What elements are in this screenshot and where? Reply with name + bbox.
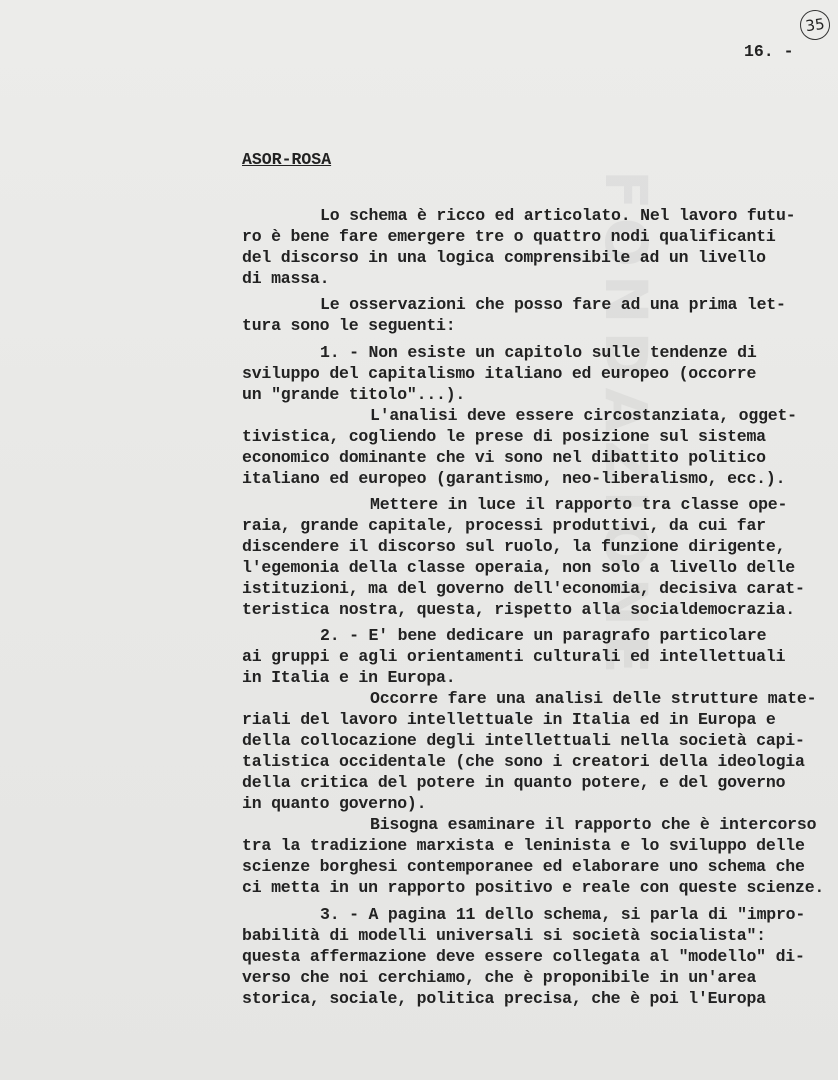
text-line: scienze borghesi contemporanee ed elaborare uno schema che	[242, 857, 805, 876]
document-heading: ASOR-ROSA	[242, 150, 332, 169]
text-line: babilità di modelli universali si società socialista":	[242, 926, 766, 945]
text-line: ai gruppi e agli orientamenti culturali ed intellettuali	[242, 647, 786, 666]
text-line: ci metta in un rapporto positivo e reale con queste scienze.	[242, 878, 825, 897]
text-line: storica, sociale, politica precisa, che è poi l'Europa	[242, 989, 766, 1008]
text-line: un "grande titolo"...).	[242, 385, 466, 404]
text-line: tra la tradizione marxista e leninista e lo sviluppo delle	[242, 836, 805, 855]
text-line: Mettere in luce il rapporto tra classe ope-	[370, 495, 788, 514]
text-line: questa affermazione deve essere collegata al "modello" di-	[242, 947, 805, 966]
text-line: della critica del potere in quanto potere, e del governo	[242, 773, 786, 792]
text-line: italiano ed europeo (garantismo, neo-liberalismo, ecc.).	[242, 469, 786, 488]
text-line: Occorre fare una analisi delle strutture mate-	[370, 689, 817, 708]
page-number: 16. -	[744, 42, 794, 61]
text-line: in Italia e in Europa.	[242, 668, 456, 687]
text-line: del discorso in una logica comprensibile ad un livello	[242, 248, 766, 267]
text-line: raia, grande capitale, processi produttivi, da cui far	[242, 516, 766, 535]
text-line: discendere il discorso sul ruolo, la funzione dirigente,	[242, 537, 786, 556]
text-line: in quanto governo).	[242, 794, 427, 813]
text-line: tivistica, cogliendo le prese di posizione sul sistema	[242, 427, 766, 446]
text-line: teristica nostra, questa, rispetto alla socialdemocrazia.	[242, 600, 795, 619]
text-line: Lo schema è ricco ed articolato. Nel lavoro futu-	[320, 206, 796, 225]
text-line: 2. - E' bene dedicare un paragrafo particolare	[320, 626, 767, 645]
text-line: 1. - Non esiste un capitolo sulle tendenze di	[320, 343, 757, 362]
text-line: verso che noi cerchiamo, che è proponibile in un'area	[242, 968, 757, 987]
archive-watermark: FONDAZIONE	[592, 170, 660, 682]
text-line: istituzioni, ma del governo dell'economia, decisiva carat-	[242, 579, 805, 598]
text-line: tura sono le seguenti:	[242, 316, 456, 335]
text-line: Le osservazioni che posso fare ad una prima let-	[320, 295, 786, 314]
text-line: Bisogna esaminare il rapporto che è intercorso	[370, 815, 817, 834]
text-line: talistica occidentale (che sono i creatori della ideologia	[242, 752, 805, 771]
text-line: sviluppo del capitalismo italiano ed europeo (occorre	[242, 364, 757, 383]
handwritten-page-stamp: 35	[798, 8, 832, 42]
text-line: riali del lavoro intellettuale in Italia ed in Europa e	[242, 710, 776, 729]
text-line: economico dominante che vi sono nel dibattito politico	[242, 448, 766, 467]
text-line: di massa.	[242, 269, 330, 288]
text-line: 3. - A pagina 11 dello schema, si parla di "impro-	[320, 905, 806, 924]
text-line: l'egemonia della classe operaia, non solo a livello delle	[242, 558, 795, 577]
text-line: ro è bene fare emergere tre o quattro nodi qualificanti	[242, 227, 776, 246]
text-line: L'analisi deve essere circostanziata, ogget-	[370, 406, 797, 425]
text-line: della collocazione degli intellettuali nella società capi-	[242, 731, 805, 750]
